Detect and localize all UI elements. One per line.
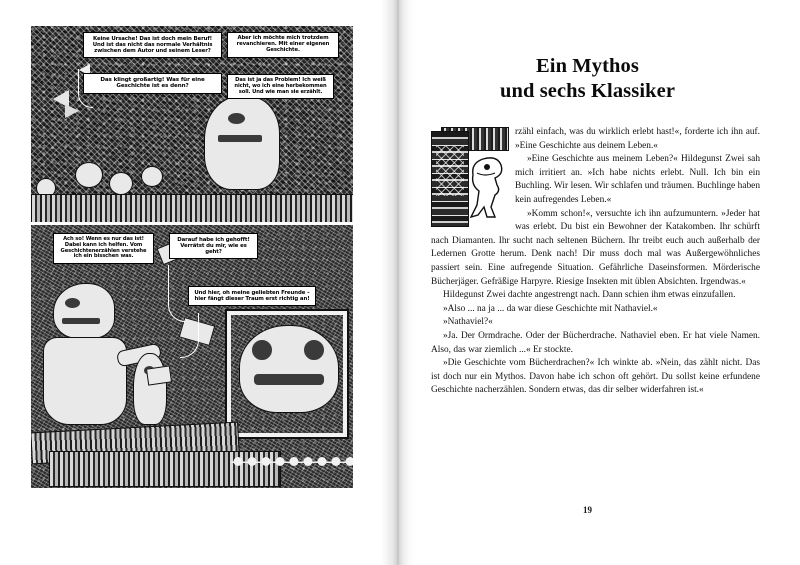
crowd-head	[141, 166, 163, 187]
paragraph: Hildegunst Zwei dachte angestrengt nach. Dann schien ihm etwas einzufallen.	[443, 290, 736, 301]
moth-icon	[65, 104, 79, 118]
floating-book	[146, 365, 172, 385]
speech-balloon-4: Das ist ja das Problem! Ich weiß nicht, wo ich eine herbekommen soll. Und wie man sie erzählt.	[227, 74, 334, 99]
framed-dragon-portrait	[227, 311, 347, 437]
dragon-eye-right	[303, 339, 325, 361]
speech-balloon-5: Ach so! Wenn es nur das ist! Dabei kann ich helfen. Vom Geschichtenerzählen verstehe ich ein bisschen was.	[53, 233, 154, 264]
dragon-eye-left	[251, 339, 273, 361]
paragraph: »Ja. Der Ormdrache. Oder der Bücherdrache. Nathaviel eben. Er hat viele Namen. Also, das war ziemlich ...« Er stockte.	[431, 330, 760, 355]
page-number: 19	[583, 505, 592, 515]
paragraph: »Komm schon!«, versuchte ich ihn aufzumuntern. »Jeder hat was erlebt. Du bist ein Bewohner der Katakomben. Ihr schürft nach Diamanten. Ihr sucht nach seltenen Büchern. Ihr treibt euch auch außerhalb der Ledernen Grotte herum. Denk nach! Dir muss doch mal was Außergewöhnliches passiert sein. Eine aufregende Situation. Gefährliche Daseinsformen. Mörderische Bücherjäger. Gefräßige Harpyre. Riesige Insekten mit üblen Absichten. Irgendwas.«	[431, 208, 760, 287]
glowing-mushrooms	[231, 454, 353, 488]
dragon-face	[239, 325, 339, 413]
dragon-mouth	[253, 373, 325, 386]
buchling-eye	[227, 112, 246, 125]
book-pile	[31, 194, 353, 224]
small-creature	[133, 353, 167, 425]
speech-balloon-1: Keine Ursache! Das ist doch mein Beruf! Und ist das nicht das normale Verhältnis zwischen dem Autor und seinem Leser?	[83, 32, 222, 58]
book-gutter	[381, 0, 415, 565]
speech-balloon-6: Darauf habe ich gehofft! Verrätst du mir, wie es geht?	[169, 233, 258, 259]
paragraph: »Also ... na ja ... da war diese Geschichte mit Nathaviel.«	[443, 303, 658, 314]
vignette-buchling-figure	[467, 151, 507, 223]
speech-balloon-7: Und hier, oh meine geliebten Freunde – hier fängt dieser Traum erst richtig an!	[188, 286, 316, 306]
vignette-book-stack	[431, 131, 469, 227]
speech-balloon-2: Das klingt großartig! Was für eine Geschichte ist es denn?	[83, 73, 222, 94]
storyteller-body	[43, 337, 127, 425]
speech-balloon-3: Aber ich möchte mich trotzdem revanchieren. Mit einer eigenen Geschichte.	[227, 32, 339, 58]
storyteller-eye	[64, 297, 81, 309]
comic-panel-top	[31, 26, 353, 225]
left-page	[0, 0, 395, 565]
chapter-title-line-1: Ein Mythos	[536, 55, 639, 77]
comic-panel-bottom	[31, 225, 353, 488]
paragraph: rzähl einfach, was du wirklich erlebt hast!«, forderte ich ihn auf. »Eine Geschichte aus deinem Leben.«	[515, 127, 760, 151]
buchling-mouth	[217, 134, 263, 143]
paragraph: »Nathaviel?«	[443, 317, 493, 328]
storyteller-mouth	[61, 317, 101, 325]
body-text-column	[431, 126, 760, 398]
buchling-storyteller-head	[53, 283, 115, 339]
buchling-figure	[204, 96, 280, 190]
paragraph: »Eine Geschichte aus meinem Leben?« Hildegunst Zwei sah mich irritiert an. »Ich habe nichts erlebt. Null. Ich bin ein Buchling. Wir lesen. Wir schlafen und träumen. Buchlinge haben kein aufregendes Leben.«	[515, 154, 760, 205]
vignette-buchling-svg	[467, 151, 507, 223]
crowd-head	[109, 172, 133, 195]
crowd-head	[75, 162, 103, 188]
chapter-opening-vignette	[431, 127, 507, 225]
comic-illustration	[31, 26, 353, 488]
right-page	[415, 0, 800, 565]
paragraph: »Die Geschichte vom Bücherdrachen?« Ich winkte ab. »Nein, das zählt nicht. Das ist doch nur ein Mythos. Davon habe ich schon oft gehört. Du sollst keine erfundene Geschichte nacherzählen. Sondern etwas, das dir selber widerfahren ist.«	[431, 358, 760, 396]
chapter-title	[415, 54, 760, 104]
chapter-title-line-2: und sechs Klassiker	[499, 80, 676, 102]
